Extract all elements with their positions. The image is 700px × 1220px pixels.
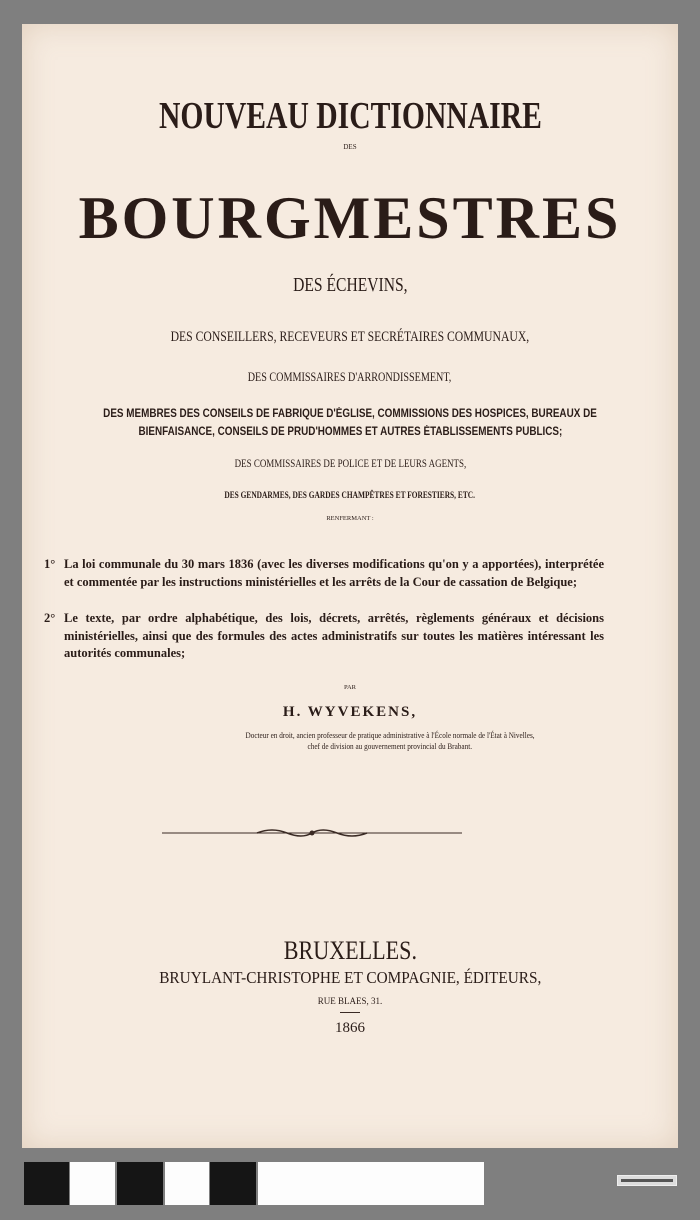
imprint-rule xyxy=(340,1012,360,1013)
title-des: DES xyxy=(343,143,357,151)
imprint-year: 1866 xyxy=(335,1020,365,1036)
imprint-address: RUE BLAES, 31. xyxy=(317,996,383,1006)
author-name: H. WYVEKENS, xyxy=(282,704,418,720)
title-page xyxy=(22,24,678,1148)
scale-bar-white-2 xyxy=(165,1162,209,1205)
author-credentials-2: chef de division au gouvernement provincial du Brabant. xyxy=(307,741,473,751)
scale-bar-black-1 xyxy=(24,1162,69,1205)
scale-bar-black-3 xyxy=(210,1162,256,1205)
contents-item-2: 2° Le texte, par ordre alphabétique, des lois, décrets, arrêtés, règlements généraux et décisions ministérielles, ainsi que des formules des actes administratifs sur toutes les matières intéressant les autorités communales; xyxy=(44,611,604,660)
title-line-5a: DES MEMBRES DES CONSEILS DE FABRIQUE D'ÉGLISE, COMMISSIONS DES HOSPICES, BUREAUX DE xyxy=(103,408,597,420)
title-line-5b: BIENFAISANCE, CONSEILS DE PRUD'HOMMES ET AUTRES ÉTABLISSEMENTS PUBLICS; xyxy=(138,426,562,438)
imprint-publisher: BRUYLANT-CHRISTOPHE ET COMPAGNIE, ÉDITEURS, xyxy=(158,968,542,987)
author-par: PAR xyxy=(343,684,357,691)
title-line-4: DES COMMISSAIRES D'ARRONDISSEMENT, xyxy=(248,369,452,384)
contents-label: RENFERMANT : xyxy=(326,515,374,522)
author-credentials-1: Docteur en droit, ancien professeur de pratique administrative à l'École normale de l'État à Nivelles, xyxy=(245,730,535,740)
title-line-2: DES ÉCHEVINS, xyxy=(292,274,408,296)
title-line-3: DES CONSEILLERS, RECEVEURS ET SECRÉTAIRES COMMUNAUX, xyxy=(170,329,530,345)
ornament-rule xyxy=(162,826,462,840)
title-line-1: NOUVEAU DICTIONNAIRE xyxy=(158,95,542,137)
scale-bar-white-3 xyxy=(258,1162,484,1205)
main-title: BOURGMESTRES xyxy=(78,185,622,251)
imprint-city: BRUXELLES. xyxy=(283,936,417,965)
title-line-7: DES GENDARMES, DES GARDES CHAMPÊTRES ET FORESTIERS, ETC. xyxy=(224,491,476,501)
contents-item-1: 1° La loi communale du 30 mars 1836 (avec les diverses modifications qu'on y a apportées), interprétée et commentée par les instructions ministérielles et les arrêts de la Cour de cassation de Belgique; xyxy=(44,557,604,589)
title-line-6: DES COMMISSAIRES DE POLICE ET DE LEURS AGENTS, xyxy=(234,458,466,470)
scale-bar-white-1 xyxy=(70,1162,115,1205)
archive-label xyxy=(617,1175,677,1186)
scale-bar-black-2 xyxy=(117,1162,163,1205)
